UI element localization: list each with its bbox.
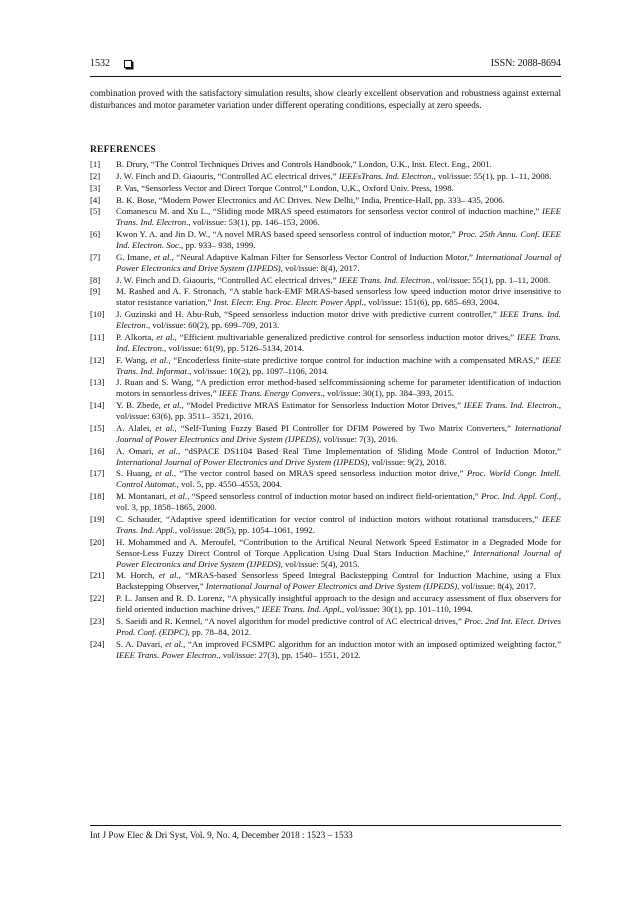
reference-segment: ., vol/issue: 151(6), pp. 685–693, 2004.	[361, 297, 500, 308]
reference-segment: ., vol/issue: 27(3), pp. 1540– 1551, 2012.	[216, 649, 361, 660]
reference-segment: J. W. Finch and D. Giaouris, “Controlled AC electrical drives,”	[116, 170, 339, 181]
reference-item	[90, 468, 561, 490]
reference-item	[90, 355, 561, 377]
reference-text	[116, 195, 561, 206]
reference-text	[116, 593, 561, 615]
reference-segment: , vol/issue: 8(4), 2017.	[457, 581, 536, 592]
reference-text	[116, 423, 561, 445]
reference-segment: ., vol/issue: 30(1), pp. 384–393, 2015.	[320, 388, 454, 399]
footer-divider	[90, 825, 561, 826]
reference-segment: ., vol/issue: 30(1), pp. 101–110, 1994.	[339, 604, 473, 615]
reference-item	[90, 183, 561, 194]
reference-segment: F. Wang,	[116, 354, 151, 365]
reference-italic-segment: IEEE Trans. Ind. Electron	[116, 331, 561, 353]
reference-item	[90, 593, 561, 615]
reference-italic-segment: et al.	[169, 491, 188, 502]
reference-italic-segment: IEEE Trans. Ind. Electron	[116, 309, 561, 331]
reference-item	[90, 206, 561, 228]
reference-text	[116, 252, 561, 274]
reference-italic-segment: International Journal of Power Electronics and Drive System (IJPEDS)	[205, 581, 458, 592]
reference-segment: B. K. Bose, “Modern Power Electronics and AC Drives. New Delhi,” India, Prentice-Hall, pp. 333– 435, 2006.	[116, 194, 505, 205]
reference-text	[116, 309, 561, 331]
reference-segment: ., vol/issue: 53(1), pp. 146–153, 2006.	[186, 217, 320, 228]
reference-text	[116, 570, 561, 592]
reference-text	[116, 639, 561, 661]
reference-italic-segment: International Journal of Power Electronics and Drive System (IJPEDS)	[116, 422, 562, 444]
reference-segment: ., vol/issue: 55(1), pp. 1–11, 2008.	[431, 170, 552, 181]
reference-segment: , vol/issue: 7(3), 2016.	[319, 433, 398, 444]
reference-segment: M. Montanari,	[116, 491, 170, 502]
reference-segment: P. Vas, “Sensorless Vector and Direct Torque Control,” London, U.K., Oxford Univ. Press, 1998.	[116, 182, 454, 193]
reference-text	[116, 229, 561, 251]
reference-segment: ., vol/issue: 55(1), pp. 1–11, 2008.	[430, 274, 551, 285]
reference-segment: , “Efficient multivariable generalized predictive control for sensorless induction motor drives,”	[174, 331, 517, 342]
reference-text	[116, 468, 561, 490]
reference-segment: Y. B. Zbede,	[116, 400, 164, 411]
reference-text	[116, 159, 561, 170]
reference-number: [17]	[90, 468, 105, 479]
reference-segment: Kwon Y. A. and Jin D. W., “A novel MRAS based speed sensorless control of induction motor,”	[116, 229, 459, 240]
reference-italic-segment: Proc. 25th Annu. Conf. IEEE Ind. Electron. Soc	[116, 229, 561, 251]
reference-number: [11]	[90, 331, 105, 342]
reference-number: [10]	[90, 309, 105, 320]
reference-segment: , “MRAS-based Sensorless Speed Integral Backstepping Control for Induction Machine, using a Flux Backstepping Observer,”	[116, 570, 561, 592]
reference-segment: P. L. Jansen and R. D. Lorenz, “A physically insightful approach to the design and accuracy assessment of flux observers for field oriented induction machine drives,”	[116, 593, 561, 615]
reference-italic-segment: et al.	[150, 354, 169, 365]
reference-text	[116, 275, 561, 286]
reference-segment: , “Speed sensorless control of induction motor based on indirect field-orientation,”	[187, 491, 482, 502]
reference-item	[90, 616, 561, 638]
reference-number: [19]	[90, 513, 105, 524]
reference-segment: , “Neural Adaptive Kalman Filter for Sensorless Vector Control of Induction Motor,”	[171, 251, 476, 262]
reference-segment: ., vol/issue: 60(2), pp. 699–709, 2013.	[145, 320, 280, 331]
reference-segment: , “dSPACE DS1104 Based Real Time Implementation of Sliding Mode Control of Induction Motor,”	[177, 445, 561, 456]
reference-segment: P. Alkorta,	[116, 331, 157, 342]
reference-item	[90, 332, 561, 354]
reference-segment: S. A. Davari,	[116, 638, 166, 649]
reference-item	[90, 570, 561, 592]
reference-italic-segment: IEEEsTrans. Ind. Electron	[338, 170, 432, 181]
reference-segment: C. Schauder, “Adaptive speed identification for vector control of induction motors without rotational transducers,”	[116, 513, 543, 524]
reference-text	[116, 206, 561, 228]
header-left	[90, 58, 132, 70]
reference-number: [8]	[90, 274, 101, 285]
reference-text	[116, 616, 561, 638]
reference-segment: M. Horch,	[116, 570, 159, 581]
reference-segment: , pp. 78–84, 2012.	[187, 626, 252, 637]
reference-italic-segment: et al.	[155, 468, 174, 479]
reference-item	[90, 309, 561, 331]
reference-segment: ., vol/issue: 10(2), pp. 1097–1106, 2014.	[186, 365, 329, 376]
reference-number: [24]	[90, 638, 105, 649]
reference-segment: Comanescu M. and Xu L., “Sliding mode MRAS speed estimators for sensorless vector control of induction machine,”	[116, 206, 543, 217]
reference-number: [7]	[90, 251, 101, 262]
reference-text	[116, 491, 561, 513]
reference-italic-segment: IEEE Trans. Ind. Appl.	[116, 513, 561, 535]
reference-number: [5]	[90, 206, 101, 217]
reference-segment: , vol/issue: 8(4), 2017.	[280, 262, 360, 273]
header-divider	[90, 76, 561, 77]
reference-segment: , vol/issue: 28(5), pp. 1054–1061, 1992.	[174, 524, 315, 535]
reference-italic-segment: International Journal of Power Electronics and Drive System (IJPEDS)	[116, 456, 368, 467]
reference-italic-segment: Proc. Ind. Appl. Conf	[481, 491, 557, 502]
reference-segment: , “Encoderless finite-state predictive torque control for induction machine with a compensated MRAS,”	[168, 354, 543, 365]
reference-number: [4]	[90, 194, 101, 205]
reference-item	[90, 275, 561, 286]
reference-number: [13]	[90, 377, 105, 388]
reference-italic-segment: Inst. Electr. Eng. Proc. Electr. Power Appl	[213, 297, 362, 308]
reference-text	[116, 537, 561, 570]
reference-text	[116, 286, 561, 308]
reference-item	[90, 286, 561, 308]
page-header	[90, 58, 561, 70]
reference-number: [18]	[90, 491, 105, 502]
reference-segment: J. Guzinski and H. Abu-Rub, “Speed sensorless induction motor drive with predictive current controller,”	[116, 309, 500, 320]
reference-number: [12]	[90, 354, 105, 365]
reference-number: [9]	[90, 286, 101, 297]
reference-item	[90, 537, 561, 570]
reference-italic-segment: et al.	[155, 422, 175, 433]
reference-segment: J. Ruan and S. Wang, “A prediction error method-based selfcommissioning scheme for parameter identification of induction motors in sensorless drives,”	[116, 377, 561, 399]
reference-italic-segment: et al.	[165, 638, 184, 649]
reference-segment: , vol. 5, pp. 4550–4553, 2004.	[176, 479, 283, 490]
reference-number: [20]	[90, 536, 105, 547]
reference-item	[90, 229, 561, 251]
reference-text	[116, 446, 561, 468]
reference-italic-segment: IEEE Trans. Ind. Electron	[463, 400, 557, 411]
reference-text	[116, 377, 561, 399]
reference-italic-segment: International Journal of Power Electronics and Drive System (IJPEDS)	[116, 251, 561, 273]
reference-item	[90, 446, 561, 468]
reference-number: [22]	[90, 593, 105, 604]
box-icon	[124, 60, 132, 68]
reference-number: [2]	[90, 170, 101, 181]
page-footer: Int J Pow Elec & Dri Syst, Vol. 9, No. 4, December 2018 : 1523 – 1533	[90, 830, 353, 840]
reference-italic-segment: et al.	[153, 251, 172, 262]
reference-text	[116, 355, 561, 377]
reference-segment: A. Omari,	[116, 445, 159, 456]
reference-number: [3]	[90, 182, 101, 193]
reference-item	[90, 171, 561, 182]
reference-segment: ., vol. 3, pp. 1858–1865, 2000.	[116, 491, 562, 513]
references-heading: REFERENCES	[90, 145, 156, 155]
reference-segment: ., pp. 933– 938, 1999.	[178, 240, 256, 251]
reference-segment: B. Drury, “The Control Techniques Drives and Controls Handbook,” London, U.K., Inst. Elect. Eng., 2001.	[116, 159, 492, 169]
reference-item	[90, 491, 561, 513]
reference-italic-segment: IEEE Trans. Energy Convers	[218, 388, 321, 399]
reference-segment: A. Alalei,	[116, 422, 156, 433]
reference-segment: S. Saeidi and R. Kennel, “A novel algorithm for model predictive control of AC electrical drives,”	[116, 615, 465, 626]
issn-label: ISSN: 2088-8694	[490, 58, 561, 69]
reference-item	[90, 639, 561, 661]
reference-item	[90, 514, 561, 536]
reference-italic-segment: IEEE Trans. Ind. Appl	[261, 604, 340, 615]
reference-segment: ., vol/issue: 63(6), pp. 3511– 3521, 2016.	[116, 400, 561, 422]
page-number: 1532	[90, 58, 110, 69]
references-list	[90, 159, 561, 661]
reference-text	[116, 400, 561, 422]
reference-italic-segment: et al.	[158, 445, 178, 456]
reference-item	[90, 377, 561, 399]
reference-segment: , “Model Predictive MRAS Estimator for Sensorless Induction Motor Drives,”	[181, 400, 464, 411]
reference-segment: H. Mohammed and A. Meroufel, “Contribution to the Artifical Neural Network Speed Estimator in a Degraded Mode for Sensor-Less Fuzzy Direct Control of Torque Application Using Dual Stars Induction Machine,”	[116, 536, 561, 558]
reference-italic-segment: Proc. World Congr. Intell. Control Automat.	[116, 468, 562, 490]
reference-italic-segment: IEEE Trans. Power Electron	[116, 649, 217, 660]
reference-segment: , vol/issue: 9(2), 2018.	[367, 456, 447, 467]
reference-italic-segment: et al.	[158, 570, 179, 581]
reference-item	[90, 252, 561, 274]
reference-segment: M. Rashed and A. F. Stronach, “A stable back-EMF MRAS-based sensorless low speed induction motor drive insensitive to stator resistance variation,”	[116, 286, 561, 308]
reference-italic-segment: IEEE Trans. Ind. Electron	[116, 206, 561, 228]
reference-italic-segment: et al.	[156, 331, 175, 342]
reference-item	[90, 195, 561, 206]
reference-segment: S. Huang,	[116, 468, 156, 479]
reference-number: [15]	[90, 422, 105, 433]
reference-item	[90, 423, 561, 445]
reference-segment: ., vol/issue: 61(9), pp. 5126–5134, 2014.	[161, 342, 305, 353]
reference-text	[116, 183, 561, 194]
reference-italic-segment: IEEE Trans. Ind. Electron	[338, 274, 431, 285]
reference-segment: , vol/issue: 5(4), 2015.	[280, 558, 360, 569]
reference-number: [6]	[90, 229, 101, 240]
reference-italic-segment: International Journal of Power Electronics and Drive System (IJPEDS)	[116, 547, 562, 569]
reference-segment: , “An improved FCSMPC algorithm for an induction motor with an imposed optimized weighting factor,”	[183, 638, 562, 649]
reference-number: [21]	[90, 570, 105, 581]
reference-number: [14]	[90, 400, 105, 411]
reference-number: [23]	[90, 615, 105, 626]
reference-text	[116, 514, 561, 536]
reference-number: [1]	[90, 159, 101, 169]
reference-item	[90, 400, 561, 422]
reference-italic-segment: IEEE Trans. Ind. Informat	[116, 354, 562, 376]
reference-text	[116, 332, 561, 354]
reference-number: [16]	[90, 445, 105, 456]
intro-paragraph: combination proved with the satisfactory simulation results, show clearly excellent observation and robustness against external disturbances and motor parameter variation under different operating conditions, especially at zero speeds.	[90, 88, 561, 111]
reference-italic-segment: Proc. 2nd Int. Elect. Drives Prod. Conf. (EDPC)	[116, 615, 561, 637]
reference-segment: , “The vector control based on MRAS speed sensorless induction motor drive,”	[173, 468, 467, 479]
reference-segment: , “Self-Tuning Fuzzy Based PI Controller for DFIM Powered by Two Matrix Converters,”	[174, 422, 515, 433]
reference-segment: G. Imane,	[116, 251, 154, 262]
reference-item	[90, 159, 561, 170]
reference-italic-segment: et al.	[163, 400, 182, 411]
reference-text	[116, 171, 561, 182]
reference-segment: J. W. Finch and D. Giaouris, “Controlled AC electrical drives,”	[116, 274, 339, 285]
